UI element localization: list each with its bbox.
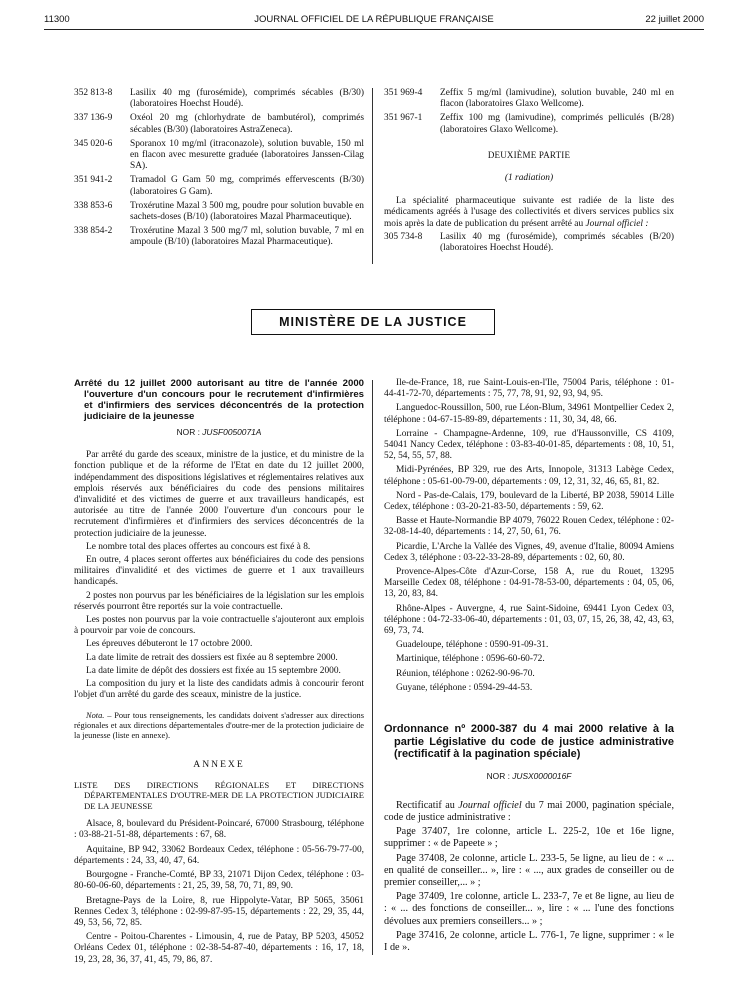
regional-direction-address: Guyane, téléphone : 0594-29-44-53. xyxy=(396,682,533,693)
regional-direction-address: Bourgogne - Franche-Comté, BP 33, 21071 Dijon Cedex, téléphone : 03-80-60-06-60, départements : 21, 25, 39, 58, 70, 71, 89, 90. xyxy=(74,870,364,892)
ordonnance-intro: Rectificatif au Journal officiel du 7 mai 2000, pagination spéciale, code de justice administrative : xyxy=(384,799,674,823)
issue-date: 22 juillet 2000 xyxy=(645,14,704,25)
arrete-paragraph: En outre, 4 places seront offertes aux bénéficiaires du code des pensions militaires d'invalidité et des victimes de guerre et 1 aux travailleurs handicapés. xyxy=(74,555,364,588)
ordonnance-title: Ordonnance nº 2000-387 du 4 mai 2000 relative à la partie Législative du code de justice administrative (rectificatif à la pagination spéciale) xyxy=(384,723,674,761)
regional-direction-address: Ile-de-France, 18, rue Saint-Louis-en-l'Ile, 75004 Paris, téléphone : 01-44-41-72-70, départements : 75, 77, 78, 91, 92, 93, 94, 95. xyxy=(384,378,674,400)
drug-code: 352 813-8 xyxy=(74,88,113,98)
rectification-item: Page 37416, 2e colonne, article L. 776-1, 7e ligne, supprimer : « le I de ». xyxy=(384,929,674,954)
regional-direction-address: Basse et Haute-Normandie BP 4079, 76022 Rouen Cedex, téléphone : 02-32-08-14-40, départements : 14, 27, 50, 61, 76. xyxy=(384,516,674,538)
column-divider-top xyxy=(372,88,373,264)
drug-entry xyxy=(74,175,364,197)
top-right-column xyxy=(384,88,674,257)
ministry-heading: MINISTÈRE DE LA JUSTICE xyxy=(251,309,495,335)
regional-direction-address: Réunion, téléphone : 0262-90-96-70. xyxy=(396,668,535,679)
drug-description: Zeffix 5 mg/ml (lamivudine), solution buvable, 240 ml en flacon (laboratoires Glaxo Wellcome). xyxy=(440,88,674,110)
annexe-heading: ANNEXE xyxy=(193,758,245,770)
annexe-right-column xyxy=(384,378,674,956)
drug-entry xyxy=(74,113,364,135)
drug-code: 338 854-2 xyxy=(74,226,113,237)
regional-direction-address: Aquitaine, BP 942, 33062 Bordeaux Cedex, téléphone : 05-56-79-77-00, départements : 24, 33, 40, 47, 64. xyxy=(74,844,364,866)
regional-direction-address: Languedoc-Roussillon, 500, rue Léon-Blum, 34961 Montpellier Cedex 2, téléphone : 04-67-15-89-89, départements : 11, 30, 34, 48, 66. xyxy=(384,403,674,425)
drug-code: 337 136-9 xyxy=(74,113,113,124)
drug-entry xyxy=(74,139,364,173)
arrete-nota: Nota. – Pour tous renseignements, les candidats doivent s'adresser aux directions régionales et aux directions départementales d'outre-mer de la protection judiciaire de la jeunesse (liste en annexe). xyxy=(74,711,364,741)
ordonnance-nor: NOR : JUSX0000016F xyxy=(486,770,572,781)
second-part-heading: DEUXIÈME PARTIE xyxy=(487,149,571,160)
drug-description: Oxéol 20 mg (chlorhydrate de bambutérol), comprimés sécables (B/30) (laboratoires AstraZeneca). xyxy=(130,113,364,135)
column-divider-bottom xyxy=(372,380,373,955)
drug-description: Sporanox 10 mg/ml (itraconazole), solution buvable, 150 ml en flacon avec mesurette graduée (laboratoires Janssen-Cilag SA). xyxy=(130,138,364,172)
drug-code: 351 967-1 xyxy=(384,113,423,124)
arrete-paragraph: 2 postes non pourvus par les bénéficiaires de la législation sur les emplois réservés pourront être reportés sur la voie contractuelle. xyxy=(74,590,364,612)
drug-code: 338 853-6 xyxy=(74,200,113,211)
drug-description: Troxérutine Mazal 3 500 mg/7 ml, solution buvable, 7 ml en ampoule (B/10) (laboratoires Mazal Pharmaceutique). xyxy=(130,226,364,248)
arrete-paragraph: Les postes non pourvus par la voie contractuelle s'ajouteront aux emplois à pourvoir par voie de concours. xyxy=(74,615,364,637)
regional-direction-address: Midi-Pyrénées, BP 329, rue des Arts, Innopole, 31313 Labège Cedex, téléphone : 05-61-00-79-00, départements : 09, 12, 31, 32, 46, 65, 81, 82. xyxy=(384,465,674,487)
drug-description: Tramadol G Gam 50 mg, comprimés effervescents (B/30) (laboratoires G Gam). xyxy=(130,175,364,197)
journal-title: JOURNAL OFFICIEL DE LA RÉPUBLIQUE FRANÇAISE xyxy=(254,14,494,25)
annexe-list-title: LISTE DES DIRECTIONS RÉGIONALES ET DIRECTIONS DÉPARTEMENTALES D'OUTRE-MER DE LA PROTECTION JUDICIAIRE DE LA JEUNESSE xyxy=(74,780,364,811)
top-left-column xyxy=(74,88,364,252)
regional-direction-address: Lorraine - Champagne-Ardenne, 109, rue d'Haussonville, CS 4109, 54041 Nancy Cedex, téléphone : 03-83-40-01-85, départements : 08, 10, 51, 52, 54, 55, 57, 88. xyxy=(384,428,674,462)
regional-direction-address: Alsace, 8, boulevard du Président-Poincaré, 67000 Strasbourg, téléphone : 03-88-21-51-88, départements : 67, 68. xyxy=(74,819,364,841)
regional-direction-address: Picardie, L'Arche la Vallée des Vignes, 49, avenue d'Italie, 80094 Amiens Cedex 3, téléphone : 03-22-33-28-89, départements : 02, 60, 80. xyxy=(384,541,674,563)
header-rule xyxy=(44,29,704,30)
regional-direction-address: Guadeloupe, téléphone : 0590-91-09-31. xyxy=(396,640,549,651)
arrete-paragraph: La date limite de dépôt des dossiers est fixée au 15 septembre 2000. xyxy=(86,665,341,676)
arrete-paragraph: Les épreuves débuteront le 17 octobre 2000. xyxy=(86,639,253,650)
second-part-intro: La spécialité pharmaceutique suivante est radiée de la liste des médicaments agréés à l'usage des collectivités et divers services publics six mois après la date de publication du présent arrêté au Journal officiel : xyxy=(384,196,674,229)
regional-direction-address: Nord - Pas-de-Calais, 179, boulevard de la Liberté, BP 2038, 59014 Lille Cedex, téléphone : 03-20-21-83-50, départements : 59, 62. xyxy=(384,490,674,513)
arrete-paragraph: Le nombre total des places offertes au concours est fixé à 8. xyxy=(86,541,311,552)
regional-direction-address: Centre - Poitou-Charentes - Limousin, 4, rue de Patay, BP 5203, 45052 Orléans Cedex 01, téléphone : 02-38-54-87-40, départements : 16, 17, 18, 19, 23, 28, 36, 37, 41, 45, 79, 86, 87. xyxy=(74,932,364,965)
page-number: 11300 xyxy=(44,14,70,25)
drug-code: 351 969-4 xyxy=(384,88,423,98)
arrete-title: Arrêté du 12 juillet 2000 autorisant au titre de l'année 2000 l'ouverture d'un concours pour le recrutement d'infirmières et d'infirmiers des services déconcentrés de la protection judiciaire de la jeunesse xyxy=(74,378,364,422)
regional-direction-address: Martinique, téléphone : 0596-60-60-72. xyxy=(396,654,545,665)
arrete-paragraph: La date limite de retrait des dossiers est fixée au 8 septembre 2000. xyxy=(86,652,338,663)
arrete-paragraph: La composition du jury et la liste des candidats admis à concourir feront l'objet d'un arrêté du garde des sceaux, ministre de la justice. xyxy=(74,679,364,701)
drug-description: Zeffix 100 mg (lamivudine), comprimés pelliculés (B/28) (laboratoires Glaxo Wellcome). xyxy=(440,113,674,135)
rectification-item: Page 37407, 1re colonne, article L. 225-2, 10e et 16e ligne, supprimer : « de Papeete » ; xyxy=(384,826,674,850)
drug-entry xyxy=(74,201,364,223)
drug-entry xyxy=(74,88,364,110)
regional-direction-address: Rhône-Alpes - Auvergne, 4, rue Saint-Sidoine, 69441 Lyon Cedex 03, téléphone : 04-72-33-06-40, départements : 01, 03, 07, 15, 26, 38, 42, 43, 63, 69, 73, 74. xyxy=(384,603,674,637)
drug-entry xyxy=(384,113,674,135)
drug-entry xyxy=(74,226,364,248)
regional-direction-address: Bretagne-Pays de la Loire, 8, rue Hippolyte-Vatar, BP 5065, 35061 Rennes Cedex 3, téléphone : 02-99-87-95-15, départements : 22, 29, 35, 44, 49, 53, 56, 72, 85. xyxy=(74,895,364,928)
arrete-column xyxy=(74,378,364,969)
rectification-item: Page 37408, 2e colonne, article L. 233-5, 5e ligne, au lieu de : « ... en qualité de conseiller... », lire : « ..., aux grades de conseiller ou de premier conseiller,... » ; xyxy=(384,852,674,888)
second-part-subheading: (1 radiation) xyxy=(504,173,554,184)
arrete-paragraph: Par arrêté du garde des sceaux, ministre de la justice, et du ministre de la fonction publique et de la réforme de l'Etat en date du 12 juillet 2000, indépendamment des dispositions législatives et réglementaires relatives aux emplois réservés aux bénéficiaires du code des pensions militaires d'invalidité et des victimes de guerre et aux travailleurs handicapés, est autorisée au titre de l'année 2000 l'ouverture d'un concours pour le recrutement d'infirmières et d'infirmiers des services déconcentrés de la protection judiciaire de la jeunesse. xyxy=(74,450,364,539)
arrete-nor: NOR : JUSF0050071A xyxy=(176,427,262,437)
drug-entry xyxy=(384,88,674,110)
radiation-entry: 305 734-8 Lasilix 40 mg (furosémide), comprimés sécables (B/20) (laboratoires Hoechst Houdé). xyxy=(384,231,674,254)
drug-code: 351 941-2 xyxy=(74,175,113,186)
regional-direction-address: Provence-Alpes-Côte d'Azur-Corse, 158 A, rue du Rouet, 13295 Marseille Cedex 08, téléphone : 04-91-78-53-00, départements : 04, 05, 06, 13, 20, 83, 84. xyxy=(384,567,674,600)
rectification-item: Page 37409, 1re colonne, article L. 233-7, 7e et 8e ligne, au lieu de : « ... des fonctions de conseiller... », lire : « ... l'une des fonctions dévolues aux premiers conseillers... » ; xyxy=(384,891,674,927)
drug-code: 345 020-6 xyxy=(74,138,113,149)
drug-description: Lasilix 40 mg (furosémide), comprimés sécables (B/30) (laboratoires Hoechst Houdé). xyxy=(130,88,364,110)
drug-description: Troxérutine Mazal 3 500 mg, poudre pour solution buvable en sachets-doses (B/10) (laboratoires Mazal Pharmaceutique). xyxy=(130,200,364,223)
